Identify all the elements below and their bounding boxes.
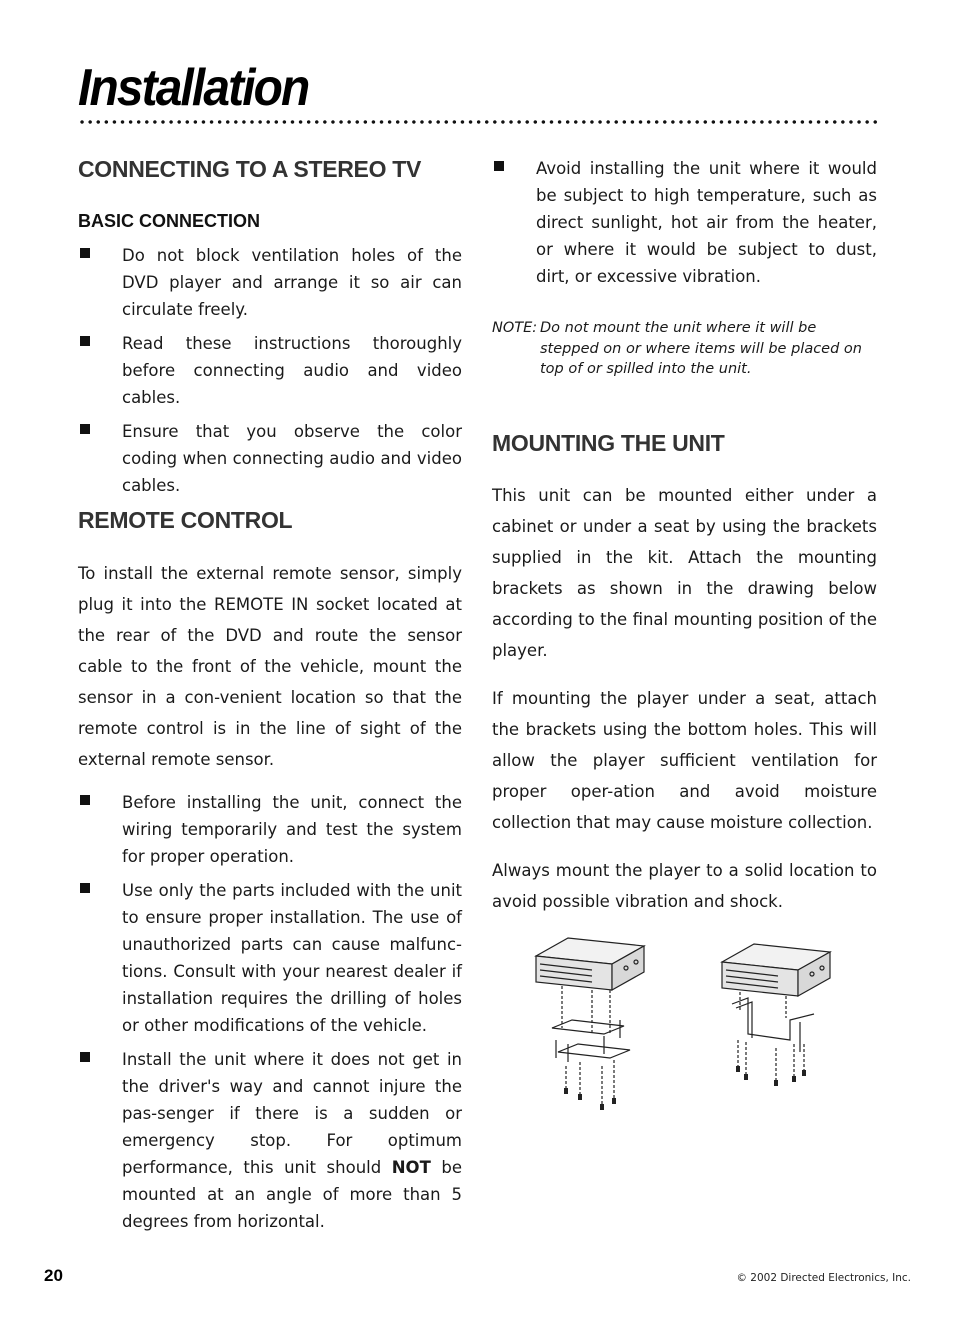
under-cabinet-mounting-drawing <box>718 934 836 1094</box>
copyright-notice: © 2002 Directed Electronics, Inc. <box>736 1272 911 1284</box>
emphasis-not: NOT <box>391 1158 431 1177</box>
subheading-basic-connection: BASIC CONNECTION <box>78 211 261 231</box>
bullet-square-icon <box>80 1052 90 1062</box>
note-text: Do not mount the unit where it will be stepped on or where items will be placed on top of or spilled into the unit. <box>540 320 862 377</box>
remote-control-paragraph: To install the external remote sensor, simply plug it into the REMOTE IN socket located at the rear of the DVD and route the sensor cable to the front of the vehicle, mount the sensor in a con-venient location so that the remote control is in the line of sight of the external remote sensor. <box>78 564 462 769</box>
page-title: Installation <box>78 59 309 117</box>
note-block <box>492 318 877 380</box>
right-column <box>492 150 877 917</box>
list-item: Ensure that you observe the color coding when connecting audio and video cables. <box>78 418 462 499</box>
bullet-square-icon <box>80 795 90 805</box>
mounting-paragraph-3: Always mount the player to a solid location to avoid possible vibration and shock. <box>492 860 877 911</box>
under-seat-mounting-drawing <box>532 928 650 1114</box>
left-column <box>78 150 462 1242</box>
note-label: NOTE: <box>492 320 538 336</box>
bullet-square-icon <box>494 161 504 171</box>
bullet-square-icon <box>80 883 90 893</box>
mounting-paragraph-1: This unit can be mounted either under a cabinet or under a seat by using the brackets supplied in the kit. Attach the mounting brackets as shown in the drawing below according to the final mounting position of the player. <box>492 485 877 660</box>
section-heading-remote-control: REMOTE CONTROL <box>78 507 293 533</box>
list-item: Do not block ventilation holes of the DVD player and arrange it so air can circulate freely. <box>78 242 462 323</box>
section-heading-mounting: MOUNTING THE UNIT <box>492 429 725 456</box>
bullet-square-icon <box>80 336 90 346</box>
mounting-illustrations <box>532 928 842 1118</box>
basic-connection-list <box>78 242 462 499</box>
list-item: Use only the parts included with the unit to ensure proper installation. The use of unauthorized parts can cause malfunc-tions. Consult with your nearest dealer if installation requires the drilling of holes or other modifications of the vehicle. <box>78 877 462 1039</box>
section-heading-stereo-tv: CONNECTING TO A STEREO TV <box>78 156 422 182</box>
bullet-square-icon <box>80 248 90 258</box>
bullet-square-icon <box>80 424 90 434</box>
list-item: Read these instructions thoroughly before connecting audio and video cables. <box>78 330 462 411</box>
list-item: Install the unit where it does not get in the driver's way and cannot injure the pas-senger if there is a sudden or emergency stop. For optimum performance, this unit should NOT be mounted at an angle of more than 5 degrees from horizontal. <box>78 1046 462 1235</box>
dotted-divider <box>78 118 878 126</box>
list-item: Before installing the unit, connect the wiring temporarily and test the system for proper operation. <box>78 789 462 870</box>
mounting-paragraph-2: If mounting the player under a seat, attach the brackets using the bottom holes. This will allow the player sufficient ventilation for proper oper-ation and avoid moisture collection that may cause moisture collection. <box>492 688 877 832</box>
list-item: Avoid installing the unit where it would be subject to high temperature, such as direct sunlight, hot air from the heater, or where it would be subject to dust, dirt, or excessive vibration. <box>492 155 877 290</box>
placement-list <box>492 155 877 290</box>
page-number: 20 <box>44 1266 63 1285</box>
remote-control-list <box>78 789 462 1235</box>
